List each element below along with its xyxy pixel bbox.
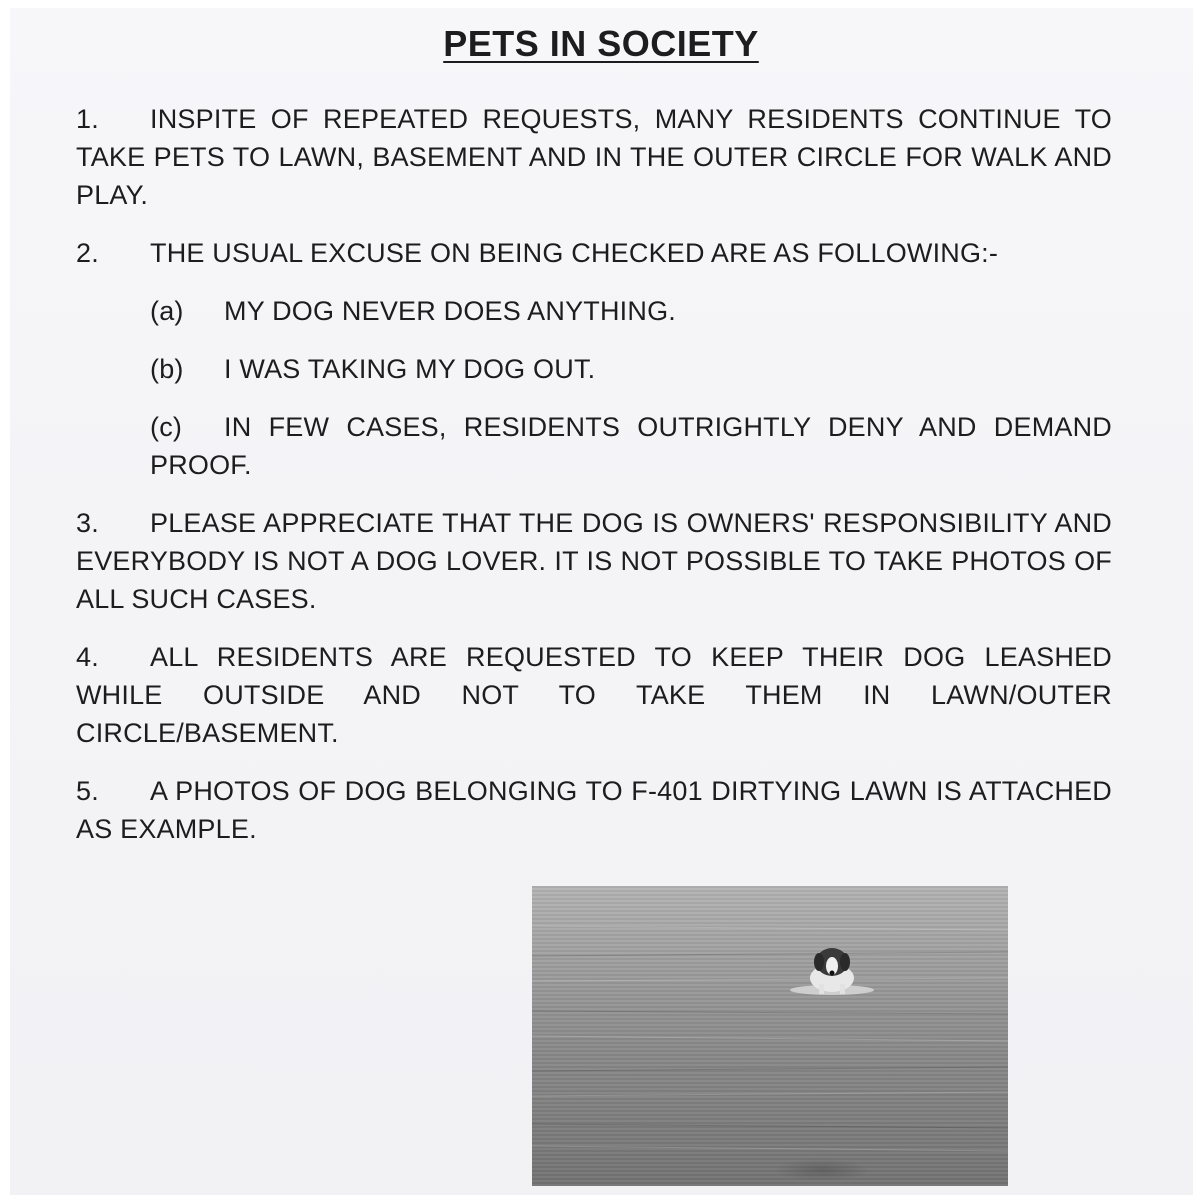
item-number: 4. — [76, 642, 99, 672]
item-text: A PHOTOS OF DOG BELONGING TO F-401 DIRTYING LAWN IS ATTACHED AS EXAMPLE. — [76, 776, 1112, 844]
item-text: ALL RESIDENTS ARE REQUESTED TO KEEP THEIR DOG LEASHED WHILE OUTSIDE AND NOT TO TAKE THEM IN LAWN/OUTER CIRCLE/BASEMENT. — [76, 642, 1112, 748]
notice-subitem-a — [150, 292, 1112, 330]
dog-figure — [790, 948, 874, 995]
notice-item-4 — [76, 638, 1112, 752]
item-number: 3. — [76, 508, 99, 538]
notice-item-5 — [76, 772, 1112, 848]
subitem-label: (b) — [150, 354, 184, 384]
item-text: PLEASE APPRECIATE THAT THE DOG IS OWNERS' RESPONSIBILITY AND EVERYBODY IS NOT A DOG LOVER. IT IS NOT POSSIBLE TO TAKE PHOTOS OF ALL SUCH CASES. — [76, 508, 1112, 614]
notice-paper — [10, 8, 1193, 1195]
notice-title: PETS IN SOCIETY — [443, 23, 759, 64]
notice-item-2 — [76, 234, 1112, 272]
item-number: 5. — [76, 776, 99, 806]
notice-document — [76, 22, 1112, 868]
subitem-text: MY DOG NEVER DOES ANYTHING. — [224, 296, 676, 326]
item-text: INSPITE OF REPEATED REQUESTS, MANY RESIDENTS CONTINUE TO TAKE PETS TO LAWN, BASEMENT AND IN THE OUTER CIRCLE FOR WALK AND PLAY. — [76, 104, 1112, 210]
notice-item-3 — [76, 504, 1112, 618]
item-text: THE USUAL EXCUSE ON BEING CHECKED ARE AS FOLLOWING:- — [150, 238, 999, 268]
subitem-label: (c) — [150, 412, 183, 442]
subitem-text: I WAS TAKING MY DOG OUT. — [224, 354, 596, 384]
subitem-label: (a) — [150, 296, 184, 326]
subitem-text: IN FEW CASES, RESIDENTS OUTRIGHTLY DENY AND DEMAND PROOF. — [150, 412, 1112, 480]
item-number: 1. — [76, 104, 99, 134]
notice-item-1 — [76, 100, 1112, 214]
dog-illustration — [532, 886, 1008, 1186]
notice-subitem-c — [150, 408, 1112, 484]
dog-on-lawn-photo — [532, 886, 1008, 1186]
notice-subitem-b — [150, 350, 1112, 388]
item-number: 2. — [76, 238, 99, 268]
